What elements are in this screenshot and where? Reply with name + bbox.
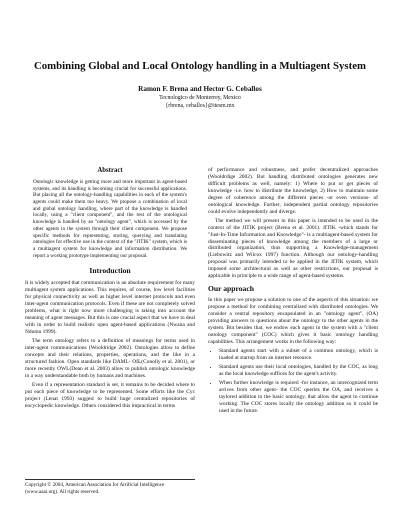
right-column	[208, 167, 378, 416]
paper-title: Combining Global and Local Ontology handling in a Multiagent System	[33, 60, 367, 72]
abstract-heading: Abstract	[97, 167, 123, 174]
right-paragraph-1: of performance and robustness, and prefer decentralized approaches (Wooldrdige 2002). But handling distributed ontologies generates new difficult problems as well, namely: 1) Where to put or get pieces of knowledge -i.e. how to distribute the knowledge, 2) How to maintain some degree of coherence among the different pieces -or even versions- of ontological knowledge. Further, independent partial ontology repositories could evolve independently and diverge.	[208, 167, 378, 215]
list-item: • When further knowledge is required -for instance, an unrecognized term arrives from other agent- the COC queries the OA, and receives a taylored addition to the basic ontology, that allow the agent to continue working. The COC stores locally the ontology addition so it could be used in the future.	[219, 380, 378, 415]
left-column	[25, 165, 195, 412]
intro-paragraph-3: Even if a representation standard is set, it remains to be decided where to put each piece of knowledge to be represented. Some efforts like the Cyc project (Lenat 1993) suggest to build huge centralized repositories of encyclopedic knowledge. Others considered this impractical in terms	[25, 381, 195, 409]
copyright-notice: Copyright © 2004, American Association for Artificial Intelligence (www.aaai.org). All rights reserved.	[25, 479, 195, 495]
affiliation-line: Tecnologico de Monterrey, Mexico	[159, 95, 241, 101]
intro-paragraph-2: The term ontology refers to a definition of meanings for terms used in inter-agent communications (Wooldridge 2002). Ontologies allow to define concepts and their relations, properties, operations, and the like in a structured fashion. Open standards like DAML- OIL(Conolly et al. 2001), or more recently OWL(Dean et al. 2003) allow to publish ontologic knowledge in a way understandable both by humans and machines.	[25, 337, 195, 379]
approach-heading: Our approach	[208, 284, 254, 294]
paper-affiliation	[60, 95, 340, 110]
paper-authors: Ramon F. Brena and Hector G. Ceballos	[138, 85, 262, 93]
intro-paragraph-1: It is widely accepted that communication is an absolute requirement for many multiagent system applications. This requires, of course, low level facilities for physical connectivity as well as higher level internet protocols and even inter-agent communication protocols. Even if these are not completely solved problems, what is right now more challenging is taking into account the meaning of agent messages. But this is one crucial aspect that we have to deal with in order to build realistic open agent-based applications (Nwana and Ndumu 1999).	[25, 280, 195, 336]
list-item: • Standard agents use their local ontologies, handled by the COC, as long as the local knowledge suffices for the agent's activity.	[219, 364, 378, 378]
list-item: • Standard agents start with a subset of a common ontology, which is loaded at startup from an internet resource.	[219, 348, 378, 362]
approach-paragraph: In this paper we propose a solution to one of the aspects of this situation: we propose a method for combining centralized with distributed ontologies. We consider a central repository encapsulated in an "ontology agent", (OA) providing answers to questions about the ontology to the other agents in the system. But besides that, we endow each agent in the system with a "client ontology component" (COC) which gives it basic ontology handling capabilities. This arrangement works in the following way:	[208, 297, 378, 345]
email-line: {rbrena, ceballos}@itesm.mx	[165, 102, 235, 109]
right-paragraph-2: The method we will present in this paper is intended to be used in the context of the JITIK project (Brena et al. 2001). JITIK -which stands for "Just-In-Time Information and Knowledge"- is a multiagent-based system for disseminating pieces of knowledge among the members of a large or distributed organization, thus supporting a Knowledge-management (Liebowitz and Wilcox 1997) function. Although our ontology-handling proposal was primarily intended to be applied in the JITIK system, which imposed some architectural as well as other restrictions, our proposal is applicable in principle to a wide range of agent-based systems.	[208, 217, 378, 280]
approach-list	[208, 348, 378, 415]
abstract-text: Ontologic knowledge is getting more and more important in agent-based systems, and its handling is becoming crucial for successful applications. But placing all the ontology-handling capabilities in each of the system's agents could make them too heavy. We propose a combination of local and global ontology handling, where part of the knowledge is handled locally, using a "client component", and the rest of the ontological knowledge is handled by an "ontology agent", which is accessed by the other agents in the system through their client component. We propose specific methods for representing, storing, querying and translating ontologies for effective use in the context of the "JITIK" system, which is a multiagent system for knowledge and information distribution. We report a working prototype implementing our proposal.	[33, 178, 187, 259]
introduction-heading: Introduction	[89, 266, 131, 276]
